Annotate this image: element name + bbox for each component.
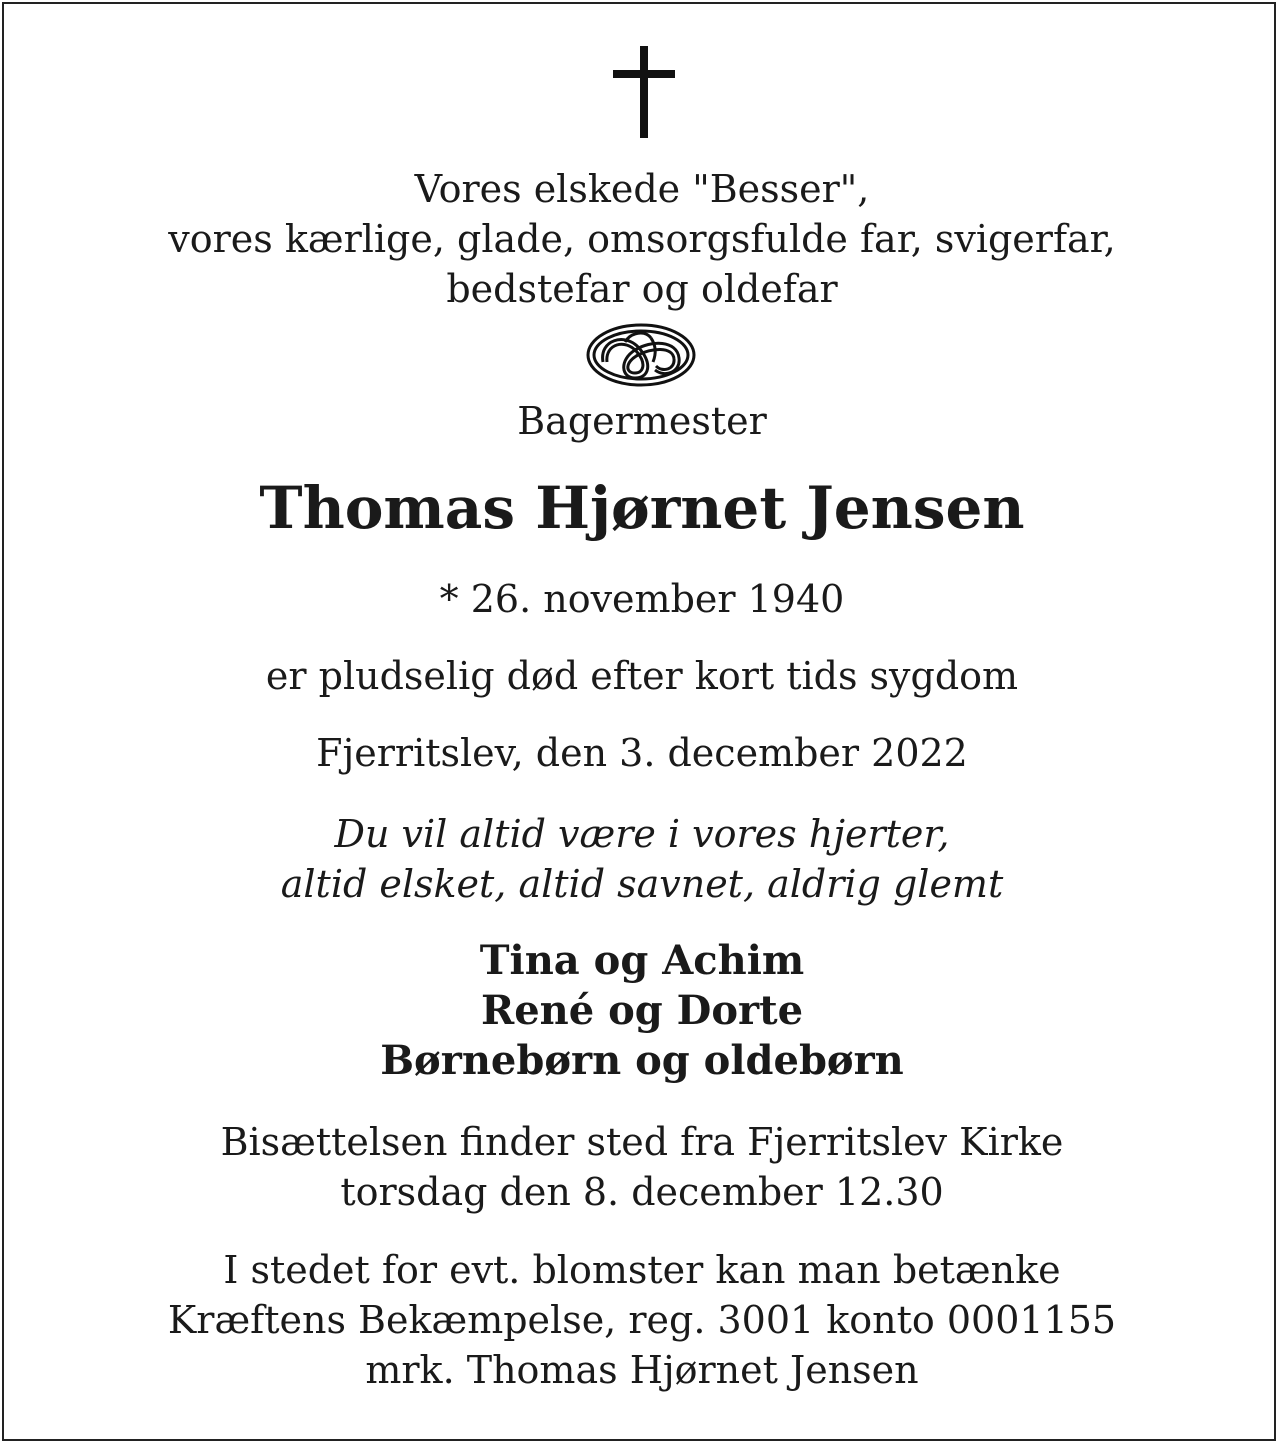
funeral-line-1: Bisættelsen finder sted fra Fjerritslev Kirke bbox=[220, 1120, 1064, 1164]
profession-title: Bagermester bbox=[517, 399, 767, 443]
family-signatures bbox=[4, 936, 1280, 1086]
deceased-name: Thomas Hjørnet Jensen bbox=[259, 474, 1025, 542]
intro-text bbox=[4, 164, 1280, 314]
death-notice: er pludselig død efter kort tids sygdom bbox=[265, 654, 1019, 698]
intro-line-2: vores kærlige, glade, omsorgsfulde far, svigerfar, bbox=[168, 217, 1116, 261]
family-member: Børnebørn og oldebørn bbox=[380, 1037, 904, 1084]
family-member: René og Dorte bbox=[480, 987, 804, 1034]
obituary-notice bbox=[2, 2, 1276, 1441]
donation-line-2: Kræftens Bekæmpelse, reg. 3001 konto 0001155 bbox=[167, 1298, 1117, 1342]
donation-info bbox=[4, 1245, 1280, 1395]
family-member: Tina og Achim bbox=[479, 937, 805, 984]
cross-icon bbox=[613, 46, 675, 138]
pretzel-icon bbox=[585, 322, 697, 388]
verse-line-2: altid elsket, altid savnet, aldrig glemt bbox=[280, 862, 1004, 906]
memorial-verse bbox=[4, 809, 1280, 909]
birth-date: * 26. november 1940 bbox=[439, 577, 845, 621]
funeral-line-2: torsdag den 8. december 12.30 bbox=[340, 1170, 944, 1214]
donation-line-3: mrk. Thomas Hjørnet Jensen bbox=[365, 1348, 919, 1392]
verse-line-1: Du vil altid være i vores hjerter, bbox=[334, 812, 950, 856]
intro-line-3: bedstefar og oldefar bbox=[446, 267, 838, 311]
donation-line-1: I stedet for evt. blomster kan man betænke bbox=[223, 1248, 1061, 1292]
place-and-date: Fjerritslev, den 3. december 2022 bbox=[316, 731, 968, 775]
funeral-info bbox=[4, 1117, 1280, 1217]
intro-line-1: Vores elskede "Besser", bbox=[414, 167, 870, 211]
